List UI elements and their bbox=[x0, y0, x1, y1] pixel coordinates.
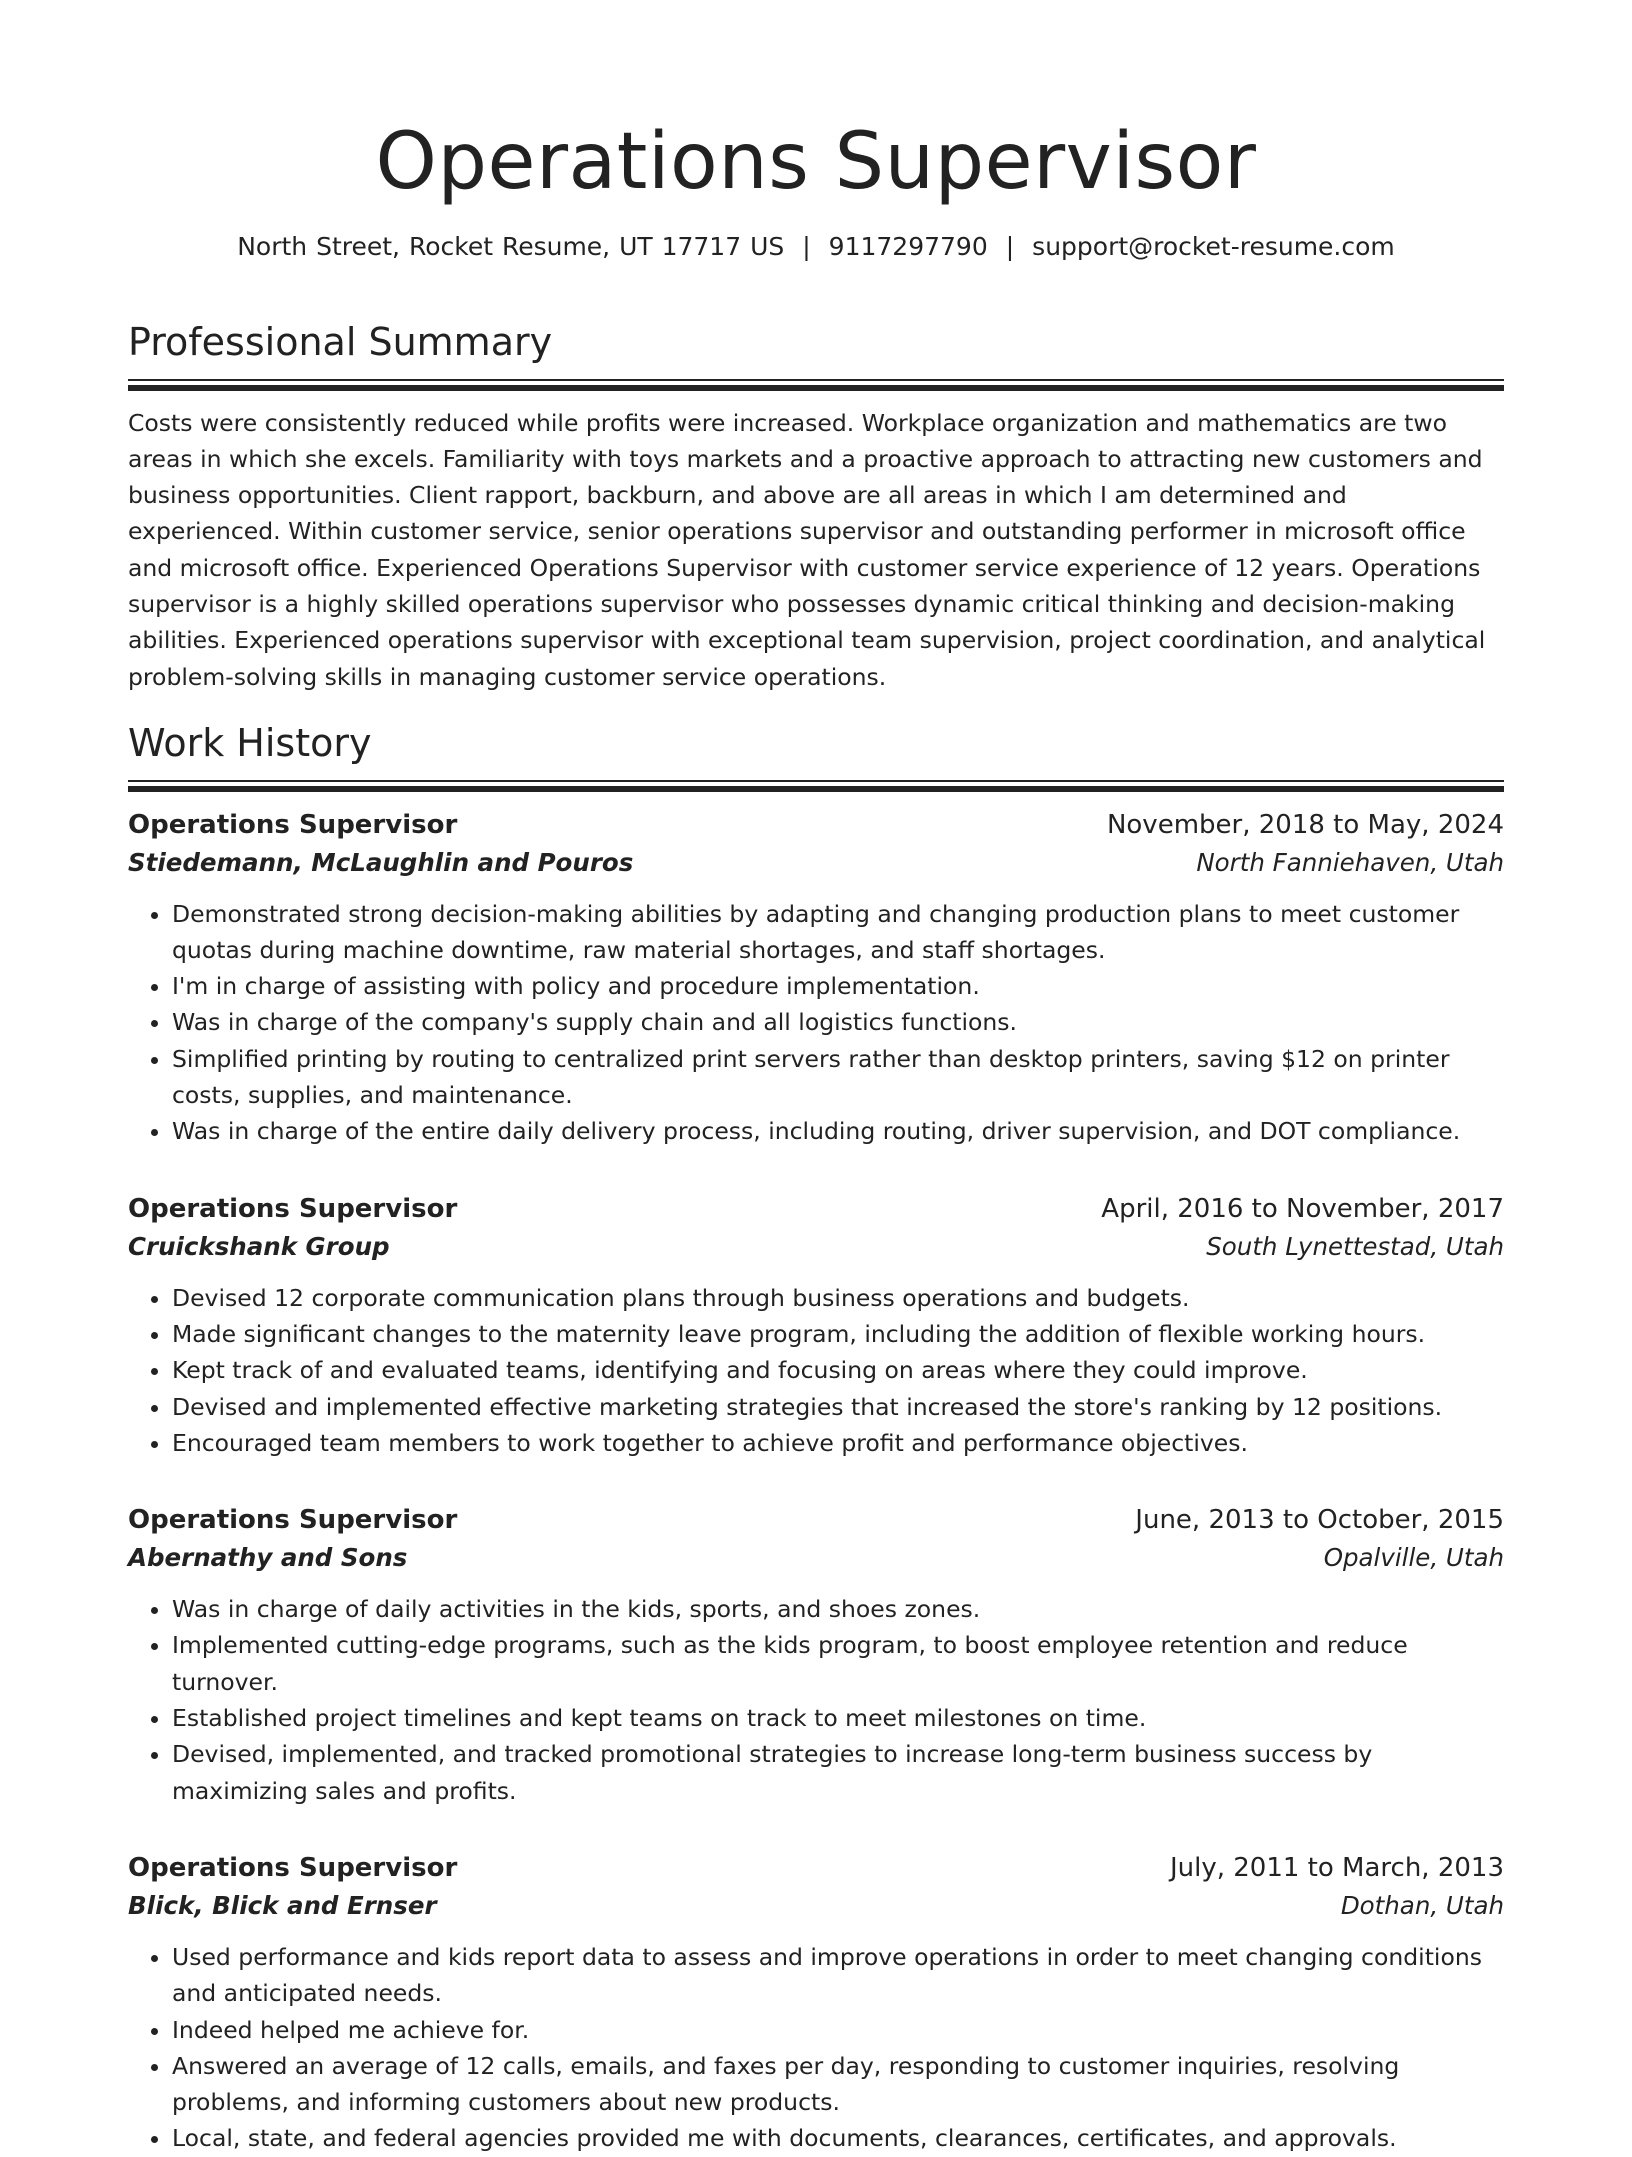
contact-phone: 9117297790 bbox=[828, 231, 988, 261]
work-history-section bbox=[128, 721, 1504, 2157]
contact-email: support@rocket-resume.com bbox=[1032, 231, 1395, 261]
job-company-row bbox=[128, 1539, 1504, 1577]
contact-line bbox=[0, 232, 1632, 261]
job-company-row bbox=[128, 1228, 1504, 1266]
job-header-row bbox=[128, 1849, 1504, 1887]
job-duty-item: • Devised 12 corporate communication plans through business operations and budgets. bbox=[172, 1280, 1504, 1316]
job-entry bbox=[128, 806, 1504, 1150]
job-title: Operations Supervisor bbox=[128, 809, 458, 840]
job-company-row bbox=[128, 1887, 1504, 1925]
job-duty-item: • Devised, implemented, and tracked promotional strategies to increase long-term business success by maximizing sales and profits. bbox=[172, 1736, 1504, 1809]
resume-body bbox=[128, 320, 1504, 2157]
job-company-row bbox=[128, 844, 1504, 882]
job-entry bbox=[128, 1849, 1504, 2157]
job-duty-item: • Used performance and kids report data to assess and improve operations in order to meet changing conditions and anticipated needs. bbox=[172, 1939, 1504, 2012]
summary-section bbox=[128, 320, 1504, 695]
job-company: Stiedemann, McLaughlin and Pouros bbox=[128, 847, 634, 877]
job-title: Operations Supervisor bbox=[128, 1852, 458, 1883]
summary-heading: Professional Summary bbox=[128, 320, 553, 364]
job-company: Blick, Blick and Ernser bbox=[128, 1890, 437, 1920]
work-history-heading: Work History bbox=[128, 720, 372, 765]
job-location: Dothan, Utah bbox=[1340, 1890, 1504, 1920]
job-location: North Fanniehaven, Utah bbox=[1196, 847, 1504, 877]
job-duty-item: • Kept track of and evaluated teams, identifying and focusing on areas where they could improve. bbox=[172, 1352, 1504, 1388]
resume-name: Operations Supervisor bbox=[375, 117, 1257, 207]
job-entry bbox=[128, 1501, 1504, 1809]
job-duty-item: • Was in charge of the entire daily delivery process, including routing, driver supervision, and DOT compliance. bbox=[172, 1113, 1504, 1149]
section-divider bbox=[128, 379, 1504, 391]
job-location: Opalville, Utah bbox=[1323, 1543, 1504, 1573]
job-company: Cruickshank Group bbox=[128, 1231, 390, 1261]
job-duty-item: • Implemented cutting-edge programs, such as the kids program, to boost employee retention and reduce turnover. bbox=[172, 1627, 1504, 1700]
contact-separator: | bbox=[802, 231, 811, 261]
job-duty-item: • Made significant changes to the maternity leave program, including the addition of flexible working hours. bbox=[172, 1316, 1504, 1352]
contact-separator: | bbox=[1005, 231, 1015, 261]
summary-text: Costs were consistently reduced while profits were increased. Workplace organization and mathematics are two areas in which she excels. Familiarity with toys markets and a proactive approach to attracting new customers and business opportunities. Client rapport, backburn, and above are all areas in which I am determined and experienced. Within customer service, senior operations supervisor and outstanding performer in microsoft office and microsoft office. Experienced Operations Supervisor with customer service experience of 12 years. Operations supervisor is a highly skilled operations supervisor who possesses dynamic critical thinking and decision-making abilities. Experienced operations supervisor with exceptional team supervision, project coordination, and analytical problem-solving skills in managing customer service operations. bbox=[128, 408, 1486, 691]
job-entry bbox=[128, 1190, 1504, 1461]
job-duty-item: • Established project timelines and kept teams on track to meet milestones on time. bbox=[172, 1700, 1504, 1736]
job-dates: July, 2011 to March, 2013 bbox=[1169, 1852, 1504, 1883]
job-duty-item: • Was in charge of daily activities in the kids, sports, and shoes zones. bbox=[172, 1591, 1504, 1627]
job-duty-item: • Encouraged team members to work together to achieve profit and performance objectives. bbox=[172, 1425, 1504, 1461]
job-duty-item: • Local, state, and federal agencies provided me with documents, clearances, certificates, and approvals. bbox=[172, 2120, 1504, 2156]
job-dates: November, 2018 to May, 2024 bbox=[1106, 809, 1504, 840]
job-header-row bbox=[128, 1190, 1504, 1228]
contact-address: North Street, Rocket Resume, UT 17717 US bbox=[237, 231, 785, 261]
job-location: South Lynettestad, Utah bbox=[1206, 1231, 1504, 1261]
job-header-row bbox=[128, 806, 1504, 844]
job-company: Abernathy and Sons bbox=[128, 1543, 408, 1573]
resume-header bbox=[0, 0, 1632, 261]
job-title: Operations Supervisor bbox=[128, 1505, 458, 1536]
job-title: Operations Supervisor bbox=[128, 1193, 458, 1224]
section-divider bbox=[128, 780, 1504, 792]
job-duty-item: • Devised and implemented effective marketing strategies that increased the store's ranking by 12 positions. bbox=[172, 1389, 1504, 1425]
job-duty-item: • Indeed helped me achieve for. bbox=[172, 2012, 1504, 2048]
job-header-row bbox=[128, 1501, 1504, 1539]
job-duties-list bbox=[128, 1591, 1504, 1809]
job-dates: June, 2013 to October, 2015 bbox=[1135, 1505, 1504, 1536]
job-duties-list bbox=[128, 1939, 1504, 2157]
job-duty-item: • Simplified printing by routing to centralized print servers rather than desktop printers, saving $12 on printer costs, supplies, and maintenance. bbox=[172, 1041, 1504, 1114]
job-duty-item: • Demonstrated strong decision-making abilities by adapting and changing production plans to meet customer quotas during machine downtime, raw material shortages, and staff shortages. bbox=[172, 896, 1504, 969]
job-duty-item: • Answered an average of 12 calls, emails, and faxes per day, responding to customer inquiries, resolving problems, and informing customers about new products. bbox=[172, 2048, 1504, 2121]
job-duties-list bbox=[128, 1280, 1504, 1461]
job-duties-list bbox=[128, 896, 1504, 1150]
job-dates: April, 2016 to November, 2017 bbox=[1101, 1193, 1504, 1224]
job-list bbox=[128, 806, 1504, 2157]
job-duty-item: • I'm in charge of assisting with policy and procedure implementation. bbox=[172, 968, 1504, 1004]
job-duty-item: • Was in charge of the company's supply chain and all logistics functions. bbox=[172, 1004, 1504, 1040]
